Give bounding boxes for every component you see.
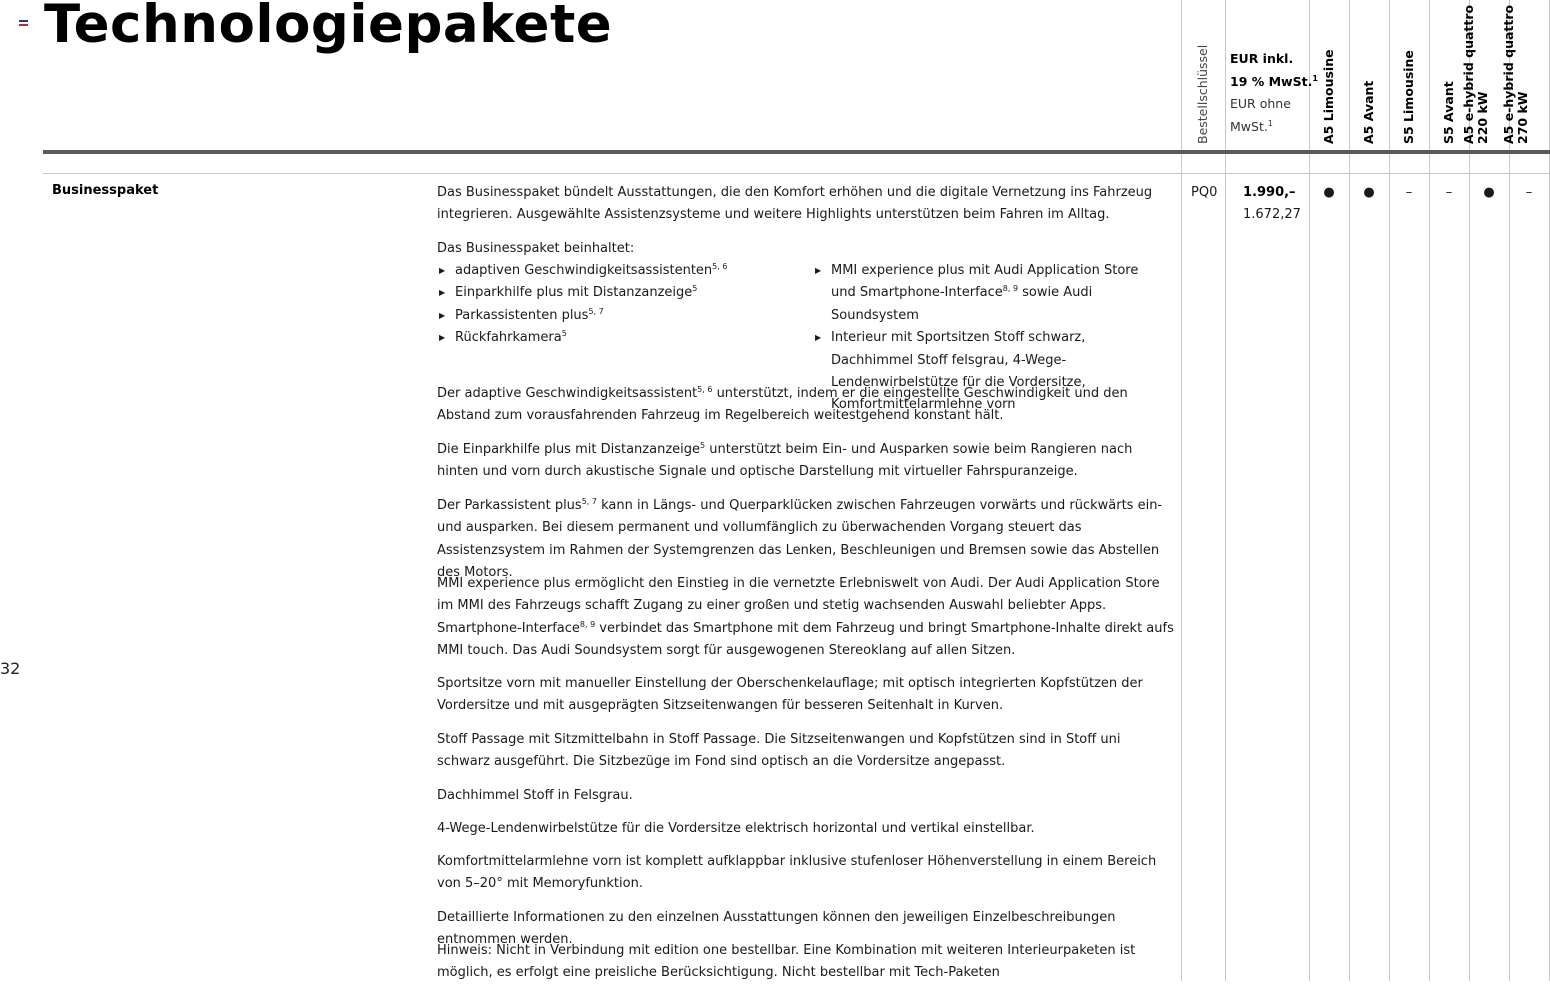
- availability-a5-avant: ●: [1363, 185, 1375, 200]
- column-divider: [1429, 0, 1430, 981]
- paragraph-mmi: MMI experience plus ermöglicht den Einstieg in die vernetzte Erlebniswelt von Audi. Der Audi Application Store im MMI des Fahrzeugs schafft Zugang zu einer großen und stetig wachsenden Auswahl beliebter Apps. Smartphone-Interface$^{8, 9}$ verbindet das Smartphone mit dem Fahrzeug und bringt Smartphone-Inhalte direkt aufs MMI touch. Das Audi Soundsystem sorgt für ausgewogenen Stereoklang auf allen Sitzen.: [437, 576, 1174, 659]
- header-model-a5-limousine: A5 Limousine: [1321, 49, 1336, 144]
- package-name: Businesspaket: [52, 183, 159, 198]
- list-item: ▶ MMI experience plus mit Audi Application Store und Smartphone-Interface$^{8, 9}$ sowie Audi Soundsystem: [815, 260, 1160, 327]
- package-price: [1243, 182, 1301, 227]
- column-divider: [1349, 0, 1350, 981]
- row-rule: [43, 173, 1550, 174]
- footnote-ref: 1: [1267, 118, 1273, 128]
- paragraph-armrest: Komfortmittelarmlehne vorn ist komplett aufklappbar inklusive stufenloser Höhenverstellung in einem Bereich von 5–20° mit Memoryfunktion.: [437, 854, 1157, 892]
- availability-a5-ehybrid-270: –: [1525, 185, 1533, 200]
- header-model-a5-ehybrid-220: A5 e-hybrid quattro 220 kW: [1461, 4, 1490, 144]
- paragraph-note: Hinweis: Nicht in Verbindung mit edition one bestellbar. Eine Kombination mit weiteren Interieurpaketen ist möglich, es erfolgt eine preisliche Berücksichtigung. Nicht bestellbar mit Tech-Paketen: [437, 943, 1136, 981]
- list-item: ▶ Interieur mit Sportsitzen Stoff schwarz, Dachhimmel Stoff felsgrau, 4-Wege-Lendenwirbelstütze für die Vordersitze, Komfortmittelarmlehne vorn: [815, 327, 1160, 417]
- header-model-s5-avant: S5 Avant: [1441, 81, 1456, 144]
- page-number: 32: [0, 659, 21, 678]
- paragraph-acc: Der adaptive Geschwindigkeitsassistent$^{5, 6}$ unterstützt, indem er die eingestellte Geschwindigkeit und den Abstand zum vorausfahrenden Fahrzeug im Regelbereich weitestgehend konstant hält.: [437, 385, 1128, 424]
- column-divider: [1309, 0, 1310, 981]
- column-divider: [1389, 0, 1390, 981]
- header-model-s5-limousine: S5 Limousine: [1401, 50, 1416, 144]
- includes-heading: Das Businesspaket beinhaltet:: [437, 241, 635, 256]
- list-item: ▶ Rückfahrkamera$^5$: [439, 327, 789, 349]
- list-item: ▶ adaptiven Geschwindigkeitsassistenten$^{5, 6}$: [439, 260, 789, 282]
- header-price-excl-line1: EUR ohne: [1230, 96, 1291, 111]
- header-price-incl-line2: 19 % MwSt.: [1230, 73, 1313, 89]
- column-divider: [1509, 0, 1510, 981]
- list-item: ▶ Parkassistenten plus$^{5, 7}$: [439, 305, 789, 327]
- column-divider: [1225, 0, 1226, 981]
- includes-list-left: [439, 260, 789, 350]
- paragraph-details: Detaillierte Informationen zu den einzelnen Ausstattungen können den jeweiligen Einzelbeschreibungen entnommen werden.: [437, 910, 1116, 948]
- brand-flag-icon: [19, 20, 28, 26]
- paragraph-sport-seats: Sportsitze vorn mit manueller Einstellung der Oberschenkelauflage; mit optisch integrierten Kopfstützen der Vordersitze und mit ausgeprägten Sitzseitenwangen für besseren Seitenhalt in Kurven.: [437, 676, 1143, 714]
- header-price: [1230, 48, 1318, 138]
- availability-a5-limousine: ●: [1323, 185, 1335, 200]
- order-code: PQ0: [1191, 185, 1218, 200]
- header-order-key: Bestellschlüssel: [1195, 44, 1210, 144]
- column-divider: [1181, 0, 1182, 981]
- header-model-a5-avant: A5 Avant: [1361, 80, 1376, 144]
- paragraph-parking-aid: Die Einparkhilfe plus mit Distanzanzeige$^5$ unterstützt beim Ein- und Ausparken sowie beim Rangieren nach hinten und vorn durch akustische Signale und optische Darstellung mit virtueller Fahrspuranzeige.: [437, 441, 1133, 480]
- price-incl-vat: 1.990,–: [1243, 185, 1296, 200]
- header-price-incl-line1: EUR inkl.: [1230, 51, 1294, 66]
- header-price-excl-line2: MwSt.: [1230, 118, 1268, 134]
- package-intro: Das Businesspaket bündelt Ausstattungen, die den Komfort erhöhen und die digitale Vernetzung ins Fahrzeug integrieren. Ausgewählte Assistenzsysteme und weitere Highlights unterstützen beim Fahren im Alltag.: [437, 185, 1153, 223]
- paragraph-fabric: Stoff Passage mit Sitzmittelbahn in Stoff Passage. Die Sitzseitenwangen und Kopfstützen sind in Stoff uni schwarz ausgeführt. Die Sitzbezüge im Fond sind optisch an die Vordersitze angepasst.: [437, 732, 1121, 770]
- page-title: Technologiepakete: [44, 0, 613, 55]
- column-divider: [1469, 0, 1470, 981]
- availability-a5-ehybrid-220: ●: [1483, 185, 1495, 200]
- header-rule: [43, 150, 1550, 154]
- footnote-ref: 1: [1312, 73, 1318, 83]
- header-model-a5-ehybrid-270: A5 e-hybrid quattro 270 kW: [1501, 4, 1530, 144]
- price-excl-vat: 1.672,27: [1243, 207, 1301, 223]
- availability-s5-limousine: –: [1405, 185, 1413, 200]
- paragraph-park-assist: Der Parkassistent plus$^{5, 7}$ kann in Längs- und Querparklücken zwischen Fahrzeugen vorwärts und rückwärts ein- und ausparken. Bei diesem permanent und vollumfänglich zu überwachenden Vorgang steuert das Assistenzsystem im Rahmen der Systemgrenzen das Lenken, Beschleunigen und Bremsen sowie das Abstellen des Motors.: [437, 497, 1163, 581]
- paragraph-lumbar: 4-Wege-Lendenwirbelstütze für die Vordersitze elektrisch horizontal und vertikal einstellbar.: [437, 821, 1035, 836]
- list-item: ▶ Einparkhilfe plus mit Distanzanzeige$^5$: [439, 282, 789, 304]
- availability-s5-avant: –: [1445, 185, 1453, 200]
- paragraph-headliner: Dachhimmel Stoff in Felsgrau.: [437, 788, 633, 803]
